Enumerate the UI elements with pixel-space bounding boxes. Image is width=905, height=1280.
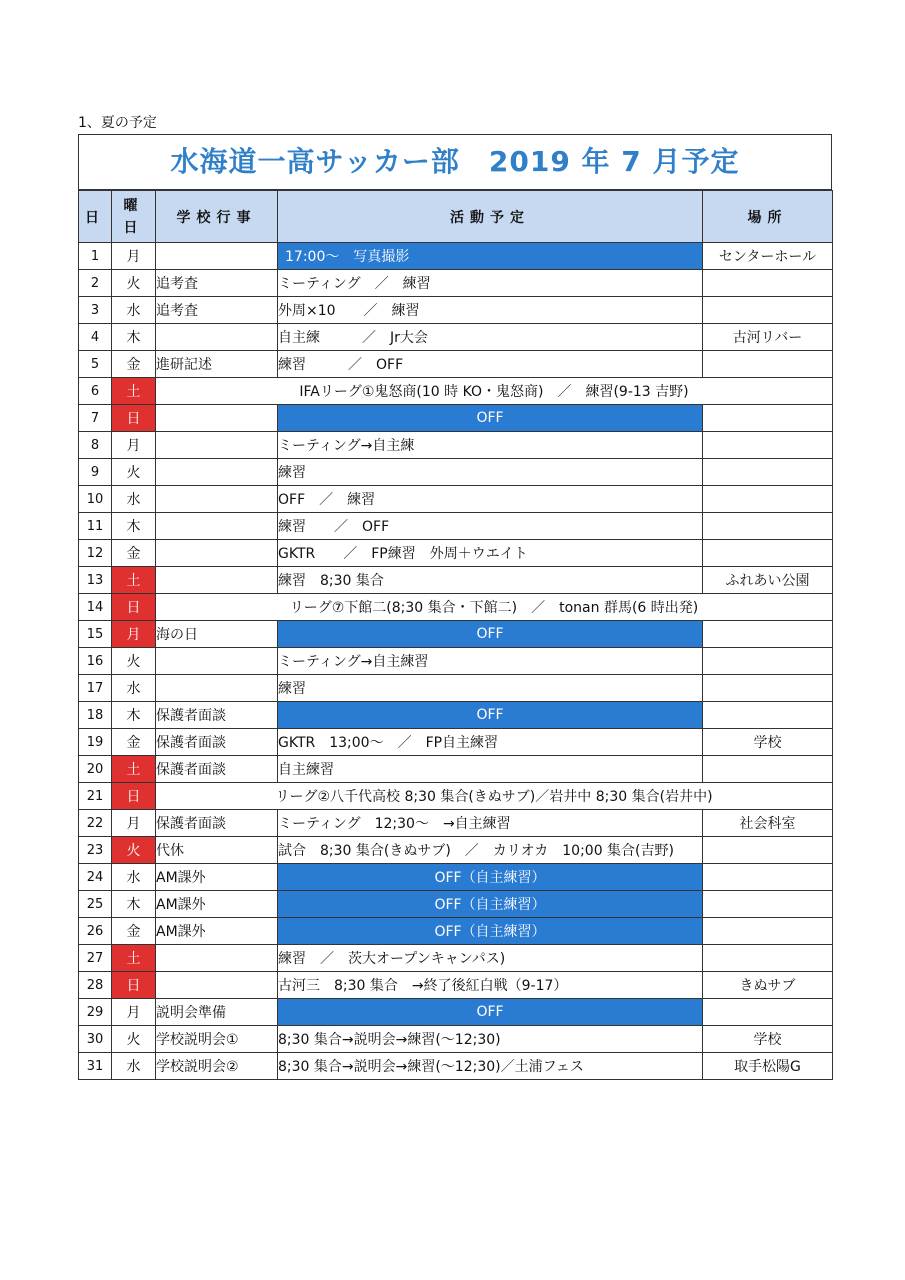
school-event-cell xyxy=(156,459,278,486)
table-row xyxy=(79,378,833,405)
place-cell xyxy=(703,702,833,729)
header-place: 場所 xyxy=(703,191,833,243)
weekday-cell: 日 xyxy=(112,594,156,621)
place-cell xyxy=(703,297,833,324)
school-event-cell: 代休 xyxy=(156,837,278,864)
place-cell xyxy=(703,999,833,1026)
weekday-cell: 木 xyxy=(112,324,156,351)
day-cell: 6 xyxy=(79,378,112,405)
school-event-cell xyxy=(156,486,278,513)
table-row xyxy=(79,486,833,513)
schedule-title: 水海道一高サッカー部 2019 年 7 月予定 xyxy=(78,134,832,190)
school-event-cell: 学校説明会① xyxy=(156,1026,278,1053)
header-activity: 活動予定 xyxy=(278,191,703,243)
place-cell xyxy=(703,918,833,945)
school-event-cell: AM課外 xyxy=(156,864,278,891)
table-row xyxy=(79,864,833,891)
header-weekday xyxy=(112,191,156,243)
school-event-cell: 保護者面談 xyxy=(156,756,278,783)
school-event-cell: 保護者面談 xyxy=(156,729,278,756)
place-cell xyxy=(703,864,833,891)
day-cell: 5 xyxy=(79,351,112,378)
school-event-cell xyxy=(156,405,278,432)
activity-cell: 練習 ／ OFF xyxy=(278,513,703,540)
combined-activity-cell: リーグ②八千代高校 8;30 集合(きぬサブ)／岩井中 8;30 集合(岩井中) xyxy=(156,783,833,810)
activity-cell: OFF xyxy=(278,405,703,432)
activity-cell: OFF xyxy=(278,702,703,729)
table-row xyxy=(79,405,833,432)
place-cell xyxy=(703,432,833,459)
activity-cell: 外周×10 ／ 練習 xyxy=(278,297,703,324)
table-row xyxy=(79,918,833,945)
weekday-cell: 木 xyxy=(112,891,156,918)
activity-cell: ミーティング ／ 練習 xyxy=(278,270,703,297)
activity-cell: 8;30 集合→説明会→練習(～12;30)／土浦フェス xyxy=(278,1053,703,1080)
section-heading: 1、夏の予定 xyxy=(78,115,157,131)
school-event-cell: 追考査 xyxy=(156,297,278,324)
place-cell: 学校 xyxy=(703,1026,833,1053)
day-cell: 8 xyxy=(79,432,112,459)
combined-activity-cell: リーグ⑦下館二(8;30 集合・下館二) ／ tonan 群馬(6 時出発) xyxy=(156,594,833,621)
school-event-cell: 進研記述 xyxy=(156,351,278,378)
school-event-cell: AM課外 xyxy=(156,918,278,945)
weekday-cell: 日 xyxy=(112,783,156,810)
weekday-cell: 火 xyxy=(112,1026,156,1053)
table-row xyxy=(79,459,833,486)
school-event-cell: 追考査 xyxy=(156,270,278,297)
weekday-cell: 水 xyxy=(112,1053,156,1080)
place-cell xyxy=(703,351,833,378)
table-row xyxy=(79,783,833,810)
weekday-cell: 月 xyxy=(112,621,156,648)
table-row xyxy=(79,297,833,324)
place-cell: 学校 xyxy=(703,729,833,756)
place-cell: センターホール xyxy=(703,243,833,270)
header-weekday-top: 曜 xyxy=(123,197,144,214)
day-cell: 27 xyxy=(79,945,112,972)
table-row xyxy=(79,513,833,540)
header-school-event: 学校行事 xyxy=(156,191,278,243)
activity-cell: 練習 ／ OFF xyxy=(278,351,703,378)
day-cell: 9 xyxy=(79,459,112,486)
weekday-cell: 水 xyxy=(112,297,156,324)
activity-cell: OFF xyxy=(278,999,703,1026)
school-event-cell: 保護者面談 xyxy=(156,702,278,729)
weekday-cell: 月 xyxy=(112,243,156,270)
table-row xyxy=(79,729,833,756)
weekday-cell: 土 xyxy=(112,567,156,594)
table-row xyxy=(79,810,833,837)
day-cell: 15 xyxy=(79,621,112,648)
activity-cell: ミーティング→自主練 xyxy=(278,432,703,459)
school-event-cell: 海の日 xyxy=(156,621,278,648)
school-event-cell: AM課外 xyxy=(156,891,278,918)
school-event-cell xyxy=(156,324,278,351)
table-row xyxy=(79,999,833,1026)
day-cell: 17 xyxy=(79,675,112,702)
school-event-cell xyxy=(156,945,278,972)
weekday-cell: 火 xyxy=(112,648,156,675)
school-event-cell xyxy=(156,243,278,270)
school-event-cell xyxy=(156,567,278,594)
place-cell: ふれあい公園 xyxy=(703,567,833,594)
day-cell: 11 xyxy=(79,513,112,540)
place-cell xyxy=(703,648,833,675)
school-event-cell xyxy=(156,432,278,459)
activity-cell: OFF（自主練習） xyxy=(278,864,703,891)
day-cell: 19 xyxy=(79,729,112,756)
weekday-cell: 金 xyxy=(112,540,156,567)
place-cell: 古河リバー xyxy=(703,324,833,351)
school-event-cell xyxy=(156,540,278,567)
activity-cell: 17:00～ 写真撮影 xyxy=(278,243,703,270)
table-row xyxy=(79,567,833,594)
day-cell: 26 xyxy=(79,918,112,945)
table-row xyxy=(79,324,833,351)
weekday-cell: 日 xyxy=(112,972,156,999)
weekday-cell: 金 xyxy=(112,351,156,378)
place-cell xyxy=(703,513,833,540)
activity-cell: ミーティング 12;30～ →自主練習 xyxy=(278,810,703,837)
day-cell: 10 xyxy=(79,486,112,513)
place-cell xyxy=(703,270,833,297)
weekday-cell: 水 xyxy=(112,864,156,891)
weekday-cell: 土 xyxy=(112,756,156,783)
activity-cell: 自主練習 xyxy=(278,756,703,783)
place-cell xyxy=(703,621,833,648)
day-cell: 30 xyxy=(79,1026,112,1053)
day-cell: 14 xyxy=(79,594,112,621)
weekday-cell: 金 xyxy=(112,918,156,945)
table-row xyxy=(79,1053,833,1080)
school-event-cell xyxy=(156,675,278,702)
day-cell: 22 xyxy=(79,810,112,837)
day-cell: 2 xyxy=(79,270,112,297)
day-cell: 1 xyxy=(79,243,112,270)
table-row xyxy=(79,891,833,918)
activity-cell: 練習 xyxy=(278,459,703,486)
table-row xyxy=(79,945,833,972)
place-cell: 社会科室 xyxy=(703,810,833,837)
activity-cell: 試合 8;30 集合(きぬサブ) ／ カリオカ 10;00 集合(吉野) xyxy=(278,837,703,864)
table-row xyxy=(79,432,833,459)
weekday-cell: 土 xyxy=(112,378,156,405)
table-row xyxy=(79,1026,833,1053)
combined-activity-cell: IFAリーグ①鬼怒商(10 時 KO・鬼怒商) ／ 練習(9-13 吉野) xyxy=(156,378,833,405)
activity-cell: OFF ／ 練習 xyxy=(278,486,703,513)
day-cell: 31 xyxy=(79,1053,112,1080)
weekday-cell: 日 xyxy=(112,405,156,432)
day-cell: 4 xyxy=(79,324,112,351)
school-event-cell: 保護者面談 xyxy=(156,810,278,837)
table-row xyxy=(79,675,833,702)
weekday-cell: 月 xyxy=(112,810,156,837)
school-event-cell: 説明会準備 xyxy=(156,999,278,1026)
day-cell: 13 xyxy=(79,567,112,594)
table-row xyxy=(79,351,833,378)
activity-cell: OFF（自主練習） xyxy=(278,891,703,918)
activity-cell: GKTR ／ FP練習 外周＋ウエイト xyxy=(278,540,703,567)
table-row xyxy=(79,270,833,297)
place-cell xyxy=(703,405,833,432)
place-cell xyxy=(703,891,833,918)
place-cell xyxy=(703,675,833,702)
weekday-cell: 火 xyxy=(112,270,156,297)
day-cell: 18 xyxy=(79,702,112,729)
school-event-cell xyxy=(156,972,278,999)
day-cell: 24 xyxy=(79,864,112,891)
activity-cell: OFF（自主練習） xyxy=(278,918,703,945)
activity-cell: ミーティング→自主練習 xyxy=(278,648,703,675)
place-cell: 取手松陽G xyxy=(703,1053,833,1080)
day-cell: 12 xyxy=(79,540,112,567)
table-row xyxy=(79,756,833,783)
table-row xyxy=(79,540,833,567)
weekday-cell: 火 xyxy=(112,837,156,864)
weekday-cell: 水 xyxy=(112,675,156,702)
table-header-row xyxy=(79,191,833,243)
weekday-cell: 木 xyxy=(112,513,156,540)
place-cell xyxy=(703,756,833,783)
day-cell: 28 xyxy=(79,972,112,999)
activity-cell: 自主練 ／ Jr大会 xyxy=(278,324,703,351)
day-cell: 29 xyxy=(79,999,112,1026)
table-row xyxy=(79,702,833,729)
school-event-cell xyxy=(156,513,278,540)
day-cell: 23 xyxy=(79,837,112,864)
activity-cell: GKTR 13;00～ ／ FP自主練習 xyxy=(278,729,703,756)
day-cell: 3 xyxy=(79,297,112,324)
weekday-cell: 金 xyxy=(112,729,156,756)
place-cell xyxy=(703,459,833,486)
table-row xyxy=(79,594,833,621)
weekday-cell: 月 xyxy=(112,999,156,1026)
weekday-cell: 月 xyxy=(112,432,156,459)
activity-cell: 8;30 集合→説明会→練習(～12;30) xyxy=(278,1026,703,1053)
weekday-cell: 火 xyxy=(112,459,156,486)
activity-cell: 古河三 8;30 集合 →終了後紅白戦（9-17） xyxy=(278,972,703,999)
activity-cell: OFF xyxy=(278,621,703,648)
header-day: 日 xyxy=(79,191,112,243)
header-weekday-bottom: 日 xyxy=(123,219,144,236)
day-cell: 21 xyxy=(79,783,112,810)
table-row xyxy=(79,621,833,648)
weekday-cell: 水 xyxy=(112,486,156,513)
table-row xyxy=(79,243,833,270)
activity-cell: 練習 8;30 集合 xyxy=(278,567,703,594)
table-row xyxy=(79,837,833,864)
table-row xyxy=(79,972,833,999)
day-cell: 20 xyxy=(79,756,112,783)
day-cell: 16 xyxy=(79,648,112,675)
place-cell xyxy=(703,945,833,972)
place-cell xyxy=(703,540,833,567)
activity-cell: 練習 xyxy=(278,675,703,702)
school-event-cell xyxy=(156,648,278,675)
place-cell xyxy=(703,486,833,513)
place-cell xyxy=(703,837,833,864)
school-event-cell: 学校説明会② xyxy=(156,1053,278,1080)
day-cell: 25 xyxy=(79,891,112,918)
weekday-cell: 木 xyxy=(112,702,156,729)
place-cell: きぬサブ xyxy=(703,972,833,999)
weekday-cell: 土 xyxy=(112,945,156,972)
table-row xyxy=(79,648,833,675)
schedule-table xyxy=(78,190,833,1080)
day-cell: 7 xyxy=(79,405,112,432)
activity-cell: 練習 ／ 茨大オープンキャンパス) xyxy=(278,945,703,972)
